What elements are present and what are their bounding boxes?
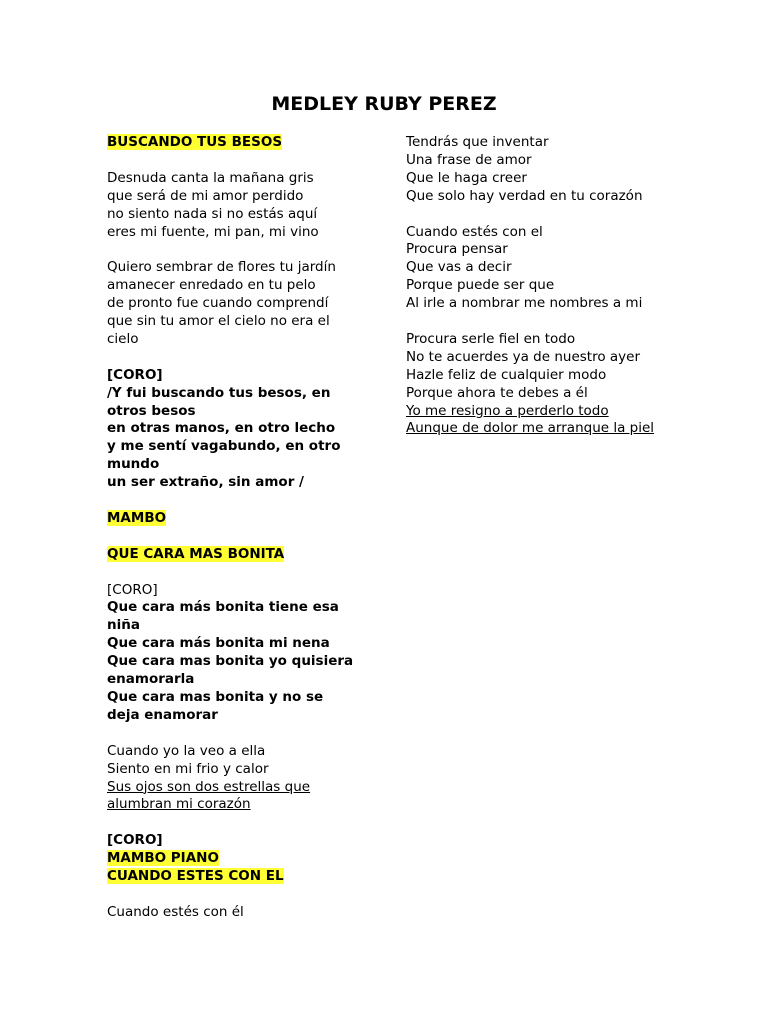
verse-text: Porque ahora te debes a él bbox=[406, 384, 588, 401]
verse-text: no siento nada si no estás aquí bbox=[107, 205, 318, 222]
verse-text: Al irle a nombrar me nombres a mi bbox=[406, 295, 643, 312]
lyric-line bbox=[107, 385, 377, 403]
verse-text: Cuando estés con el bbox=[406, 223, 543, 240]
chorus-text: [CORO] bbox=[107, 366, 163, 383]
lyric-line bbox=[107, 617, 377, 635]
underlined-text: alumbran mi corazón bbox=[107, 796, 251, 813]
lyric-line bbox=[107, 868, 377, 886]
verse-text: que sin tu amor el cielo no era el bbox=[107, 313, 330, 330]
lyric-line bbox=[406, 331, 706, 349]
verse-text: No te acuerdes ya de nuestro ayer bbox=[406, 348, 640, 365]
underlined-text: Yo me resigno a perderlo todo bbox=[406, 402, 609, 419]
verse-text: Porque puede ser que bbox=[406, 277, 555, 294]
blank-line bbox=[107, 241, 377, 259]
blank-line bbox=[107, 349, 377, 367]
lyric-line bbox=[406, 241, 706, 259]
chorus-text: Que cara más bonita mi nena bbox=[107, 635, 330, 652]
blank-line bbox=[107, 725, 377, 743]
lyric-line bbox=[107, 904, 377, 922]
chorus-text: deja enamorar bbox=[107, 706, 218, 723]
chorus-text: [CORO] bbox=[107, 832, 163, 849]
chorus-text: en otras manos, en otro lecho bbox=[107, 420, 336, 437]
right-column bbox=[406, 134, 706, 438]
verse-text: Hazle feliz de cualquier modo bbox=[406, 366, 607, 383]
blank-line bbox=[107, 492, 377, 510]
lyric-line bbox=[107, 743, 377, 761]
lyric-line bbox=[107, 224, 377, 242]
lyric-line bbox=[406, 134, 706, 152]
chorus-text: niña bbox=[107, 617, 140, 634]
verse-text: Cuando yo la veo a ella bbox=[107, 742, 266, 759]
lyric-line bbox=[107, 331, 377, 349]
verse-text: de pronto fue cuando comprendí bbox=[107, 295, 329, 312]
lyric-line bbox=[107, 295, 377, 313]
verse-text: Desnuda canta la mañana gris bbox=[107, 169, 314, 186]
verse-text: Tendrás que inventar bbox=[406, 134, 549, 150]
lyric-line bbox=[107, 510, 377, 528]
section-heading: MAMBO bbox=[107, 509, 167, 526]
lyric-line bbox=[406, 349, 706, 367]
lyric-line bbox=[107, 456, 377, 474]
lyric-line bbox=[406, 403, 706, 421]
lyric-line bbox=[107, 438, 377, 456]
chorus-text: enamorarla bbox=[107, 671, 195, 688]
verse-text: Procura serle fiel en todo bbox=[406, 330, 576, 347]
chorus-text: /Y fui buscando tus besos, en bbox=[107, 384, 331, 401]
lyric-line bbox=[107, 206, 377, 224]
lyric-line bbox=[107, 546, 377, 564]
verse-text: que será de mi amor perdido bbox=[107, 187, 304, 204]
lyric-line bbox=[107, 367, 377, 385]
lyric-line bbox=[406, 188, 706, 206]
underlined-text: Aunque de dolor me arranque la piel bbox=[406, 420, 655, 437]
lyric-line bbox=[107, 188, 377, 206]
lyric-line bbox=[107, 671, 377, 689]
section-heading: BUSCANDO TUS BESOS bbox=[107, 134, 283, 150]
chorus-text: y me sentí vagabundo, en otro bbox=[107, 438, 341, 455]
verse-text: Procura pensar bbox=[406, 241, 508, 258]
blank-line bbox=[107, 528, 377, 546]
verse-text: Que solo hay verdad en tu corazón bbox=[406, 187, 643, 204]
lyric-line bbox=[107, 403, 377, 421]
blank-line bbox=[107, 152, 377, 170]
verse-text: Una frase de amor bbox=[406, 151, 532, 168]
chorus-text: Que cara mas bonita yo quisiera bbox=[107, 653, 354, 670]
lyric-line bbox=[107, 259, 377, 277]
blank-line bbox=[107, 564, 377, 582]
blank-line bbox=[107, 814, 377, 832]
lyric-line bbox=[107, 599, 377, 617]
chorus-text: Que cara más bonita tiene esa bbox=[107, 599, 339, 616]
verse-text: amanecer enredado en tu pelo bbox=[107, 277, 316, 294]
section-heading: QUE CARA MAS BONITA bbox=[107, 545, 285, 562]
lyric-line bbox=[107, 170, 377, 188]
verse-text: Siento en mi frio y calor bbox=[107, 760, 269, 777]
lyric-line bbox=[107, 134, 377, 152]
lyric-line bbox=[107, 689, 377, 707]
lyric-line bbox=[107, 635, 377, 653]
lyric-line bbox=[107, 779, 377, 797]
lyric-line bbox=[107, 707, 377, 725]
chorus-text: Que cara mas bonita y no se bbox=[107, 689, 324, 705]
left-column bbox=[107, 134, 377, 922]
lyric-line bbox=[406, 295, 706, 313]
page-title: MEDLEY RUBY PEREZ bbox=[271, 93, 497, 115]
lyric-line bbox=[107, 420, 377, 438]
underlined-text: Sus ojos son dos estrellas que bbox=[107, 778, 311, 795]
section-heading: CUANDO ESTES CON EL bbox=[107, 868, 284, 885]
lyric-line bbox=[107, 313, 377, 331]
lyric-line bbox=[406, 152, 706, 170]
section-heading: MAMBO PIANO bbox=[107, 850, 219, 867]
lyric-line bbox=[406, 224, 706, 242]
lyric-line bbox=[406, 367, 706, 385]
lyric-line bbox=[406, 170, 706, 188]
lyric-line bbox=[107, 850, 377, 868]
chorus-text: otros besos bbox=[107, 402, 196, 419]
lyric-line bbox=[406, 420, 706, 438]
verse-text: eres mi fuente, mi pan, mi vino bbox=[107, 223, 319, 240]
lyric-line bbox=[406, 385, 706, 403]
blank-line bbox=[107, 886, 377, 904]
lyric-line bbox=[406, 259, 706, 277]
lyric-line bbox=[107, 653, 377, 671]
verse-text: [CORO] bbox=[107, 581, 158, 598]
verse-text: Cuando estés con él bbox=[107, 903, 244, 920]
verse-text: Que vas a decir bbox=[406, 259, 512, 276]
chorus-text: mundo bbox=[107, 456, 160, 473]
blank-line bbox=[406, 206, 706, 224]
verse-text: Quiero sembrar de flores tu jardín bbox=[107, 259, 336, 276]
lyric-line bbox=[107, 277, 377, 295]
lyric-line bbox=[406, 277, 706, 295]
lyric-line bbox=[107, 832, 377, 850]
lyric-line bbox=[107, 582, 377, 600]
lyric-line bbox=[107, 474, 377, 492]
lyric-line bbox=[107, 796, 377, 814]
verse-text: cielo bbox=[107, 330, 139, 347]
verse-text: Que le haga creer bbox=[406, 169, 527, 186]
blank-line bbox=[406, 313, 706, 331]
chorus-text: un ser extraño, sin amor / bbox=[107, 474, 304, 491]
lyric-line bbox=[107, 761, 377, 779]
